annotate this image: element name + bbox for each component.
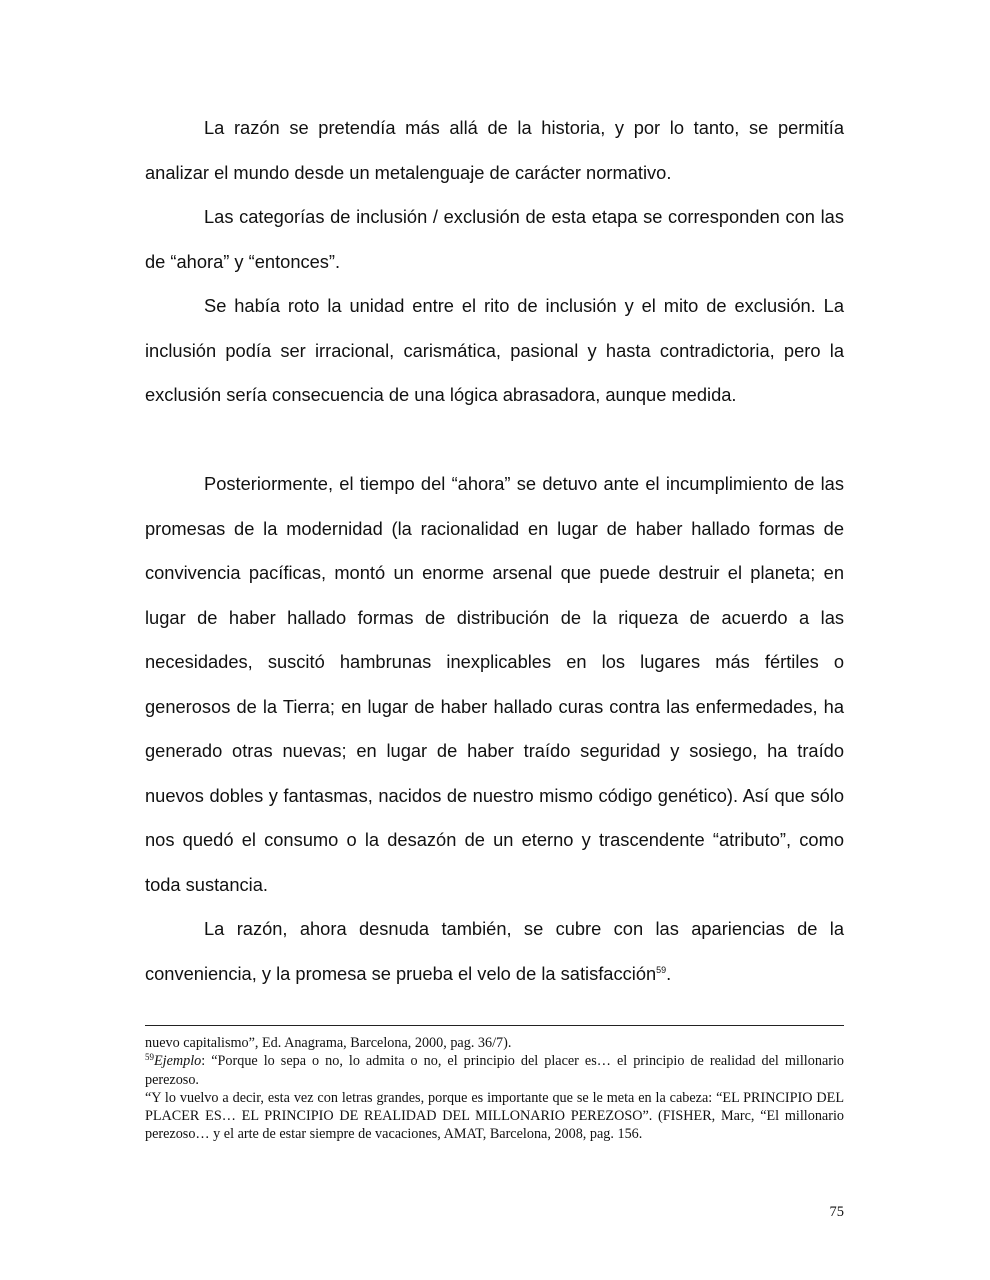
paragraph-4: Posteriormente, el tiempo del “ahora” se detuvo ante el incumplimiento de las promesas de la modernidad (la racionalidad en lugar de haber hallado formas de convivencia pacíficas, montó un enorme arsenal que puede destruir el planeta; en lugar de haber hallado formas de distribución de la riqueza de acuerdo a las necesidades, suscitó hambrunas inexplicables en los lugares más fértiles o generosos de la Tierra; en lugar de haber hallado curas contra las enfermedades, ha generado otras nuevas; en lugar de haber traído seguridad y sosiego, ha traído nuevos dobles y fantasmas, nacidos de nuestro mismo código genético). Así que sólo nos quedó el consumo o la desazón de un eterno y trascendente “atributo”, como toda sustancia. [145, 473, 844, 895]
page-number: 75 [829, 1204, 844, 1220]
footnote-reference-59[interactable]: 59 [656, 964, 667, 975]
footnote-59-text: : “Porque lo sepa o no, lo admita o no, el principio del placer es… el principio de realidad del millonario perezoso. [145, 1053, 844, 1088]
paragraph-5-end: . [666, 962, 672, 984]
paragraph-1: La razón se pretendía más allá de la historia, y por lo tanto, se permitía analizar el mundo desde un metalenguaje de carácter normativo. [145, 117, 844, 183]
footnote-separator [145, 1025, 844, 1026]
footnote-59-italic: Ejemplo [154, 1053, 202, 1070]
paragraph-3: Se había roto la unidad entre el rito de inclusión y el mito de exclusión. La inclusión podía ser irracional, carismática, pasional y hasta contradictoria, pero la exclusión sería consecuencia de una lógica abrasadora, aunque medida. [145, 295, 844, 405]
paragraph-5-text: La razón, ahora desnuda también, se cubre con las apariencias de la conveniencia, y la promesa se prueba el velo de la satisfacción [145, 918, 844, 984]
footnote-continuation: nuevo capitalismo”, Ed. Anagrama, Barcelona, 2000, pag. 36/7). [145, 1035, 512, 1051]
footnote-59-number: 59 [145, 1052, 154, 1063]
footnote-59-quote: “Y lo vuelvo a decir, esta vez con letras grandes, porque es importante que se le meta en la cabeza: “EL PRINCIPIO DEL PLACER ES… EL PRINCIPIO DE REALIDAD DEL MILLONARIO PEREZOSO”. (FISHER, Marc, “El millonario perezoso… y el arte de estar siempre de vacaciones, AMAT, Barcelona, 2008, pag. 156. [145, 1089, 844, 1143]
paragraph-5 [145, 907, 844, 996]
paragraph-2: Las categorías de inclusión / exclusión de esta etapa se corresponden con las de “ahora” y “entonces”. [145, 206, 844, 272]
footnotes [145, 1034, 844, 1144]
footnote-59 [145, 1052, 844, 1089]
body-text [145, 106, 844, 996]
